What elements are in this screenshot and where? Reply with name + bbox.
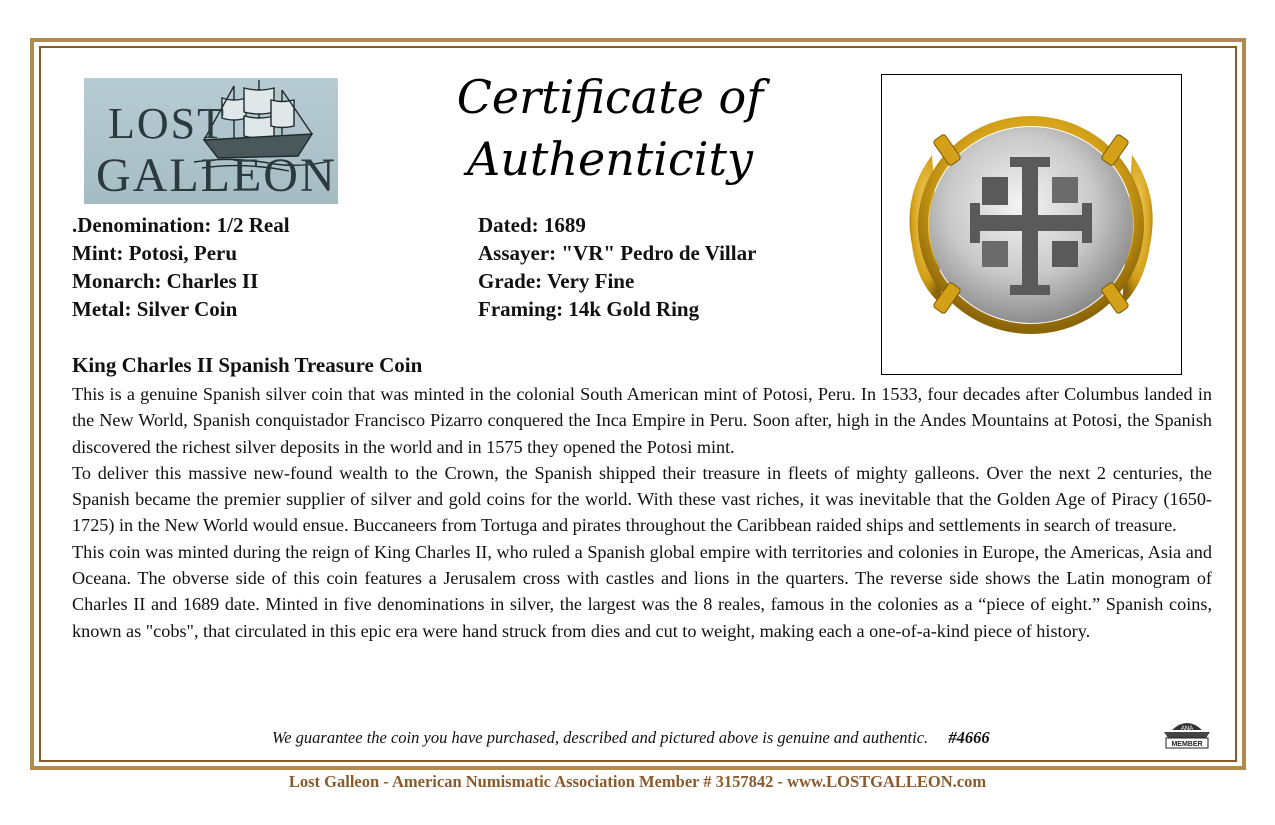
field-framing: Framing: 14k Gold Ring bbox=[478, 297, 700, 321]
section-heading: King Charles II Spanish Treasure Coin bbox=[72, 353, 423, 377]
field-dated: Dated: 1689 bbox=[478, 213, 586, 237]
description-body bbox=[72, 381, 1212, 644]
field-monarch: Monarch: Charles II bbox=[72, 269, 259, 293]
guarantee-statement bbox=[272, 728, 990, 748]
title-line-1: Certificate of bbox=[456, 70, 764, 124]
ana-lamp-icon bbox=[1152, 708, 1222, 756]
certificate-number: #4666 bbox=[948, 728, 990, 747]
logo-text-galleon: GALLEON bbox=[96, 149, 337, 202]
field-grade: Grade: Very Fine bbox=[478, 269, 635, 293]
paragraph-3: This coin was minted during the reign of King Charles II, who ruled a Spanish global empire with territories and colonies in Europe, the Americas, Asia and Oceana. The obverse side of this coin features a Jerusalem cross with castles and lions in the quarters. The reverse side shows the Latin monogram of Charles II and 1689 date. Minted in five denominations in silver, the largest was the 8 reales, famous in the colonies as a “piece of eight.” Spanish coins, known as "cobs", that circulated in this epic era were hand struck from dies and cut to weight, making each a one-of-a-kind piece of history. bbox=[72, 541, 1212, 641]
field-mint: Mint: Potosi, Peru bbox=[72, 241, 238, 265]
title-line-2: Authenticity bbox=[467, 132, 753, 186]
ana-badge-line2: MEMBER bbox=[1171, 741, 1203, 748]
ana-badge-line1: ANA bbox=[1180, 726, 1194, 732]
footer-text: Lost Galleon - American Numismatic Association Member # 3157842 - www.LOSTGALLEON.com bbox=[288, 772, 987, 791]
field-metal: Metal: Silver Coin bbox=[72, 297, 238, 321]
lost-galleon-logo bbox=[84, 78, 338, 204]
certificate-title bbox=[455, 66, 765, 190]
logo-text-lost: LOST bbox=[108, 99, 226, 148]
ana-member-badge bbox=[1152, 708, 1222, 756]
paragraph-1: This is a genuine Spanish silver coin that was minted in the colonial South American mint of Potosi, Peru. In 1533, four decades after Columbus landed in the New World, Spanish conquistador Francisco Pizarro conquered the Inca Empire in Peru. Soon after, high in the Andes Mountains at Potosi, the Spanish discovered the richest silver deposits in the world and in 1575 they opened the Potosi mint. bbox=[72, 384, 1212, 457]
coin-ring-photo bbox=[881, 74, 1182, 375]
field-denomination: .Denomination: 1/2 Real bbox=[72, 213, 290, 237]
paragraph-2: To deliver this massive new-found wealth to the Crown, the Spanish shipped their treasure in fleets of mighty galleons. Over the next 2 centuries, the Spanish became the premier supplier of silver and gold coins for the world. With these vast riches, it was inevitable that the Golden Age of Piracy (1650-1725) in the New World would ensue. Buccaneers from Tortuga and pirates throughout the Caribbean raided ships and settlements in search of treasure. bbox=[72, 462, 1212, 536]
guarantee-text: We guarantee the coin you have purchased, described and pictured above is genuine and authentic. bbox=[272, 728, 929, 747]
field-assayer: Assayer: "VR" Pedro de Villar bbox=[478, 241, 757, 265]
coin-ring-image bbox=[882, 75, 1180, 373]
